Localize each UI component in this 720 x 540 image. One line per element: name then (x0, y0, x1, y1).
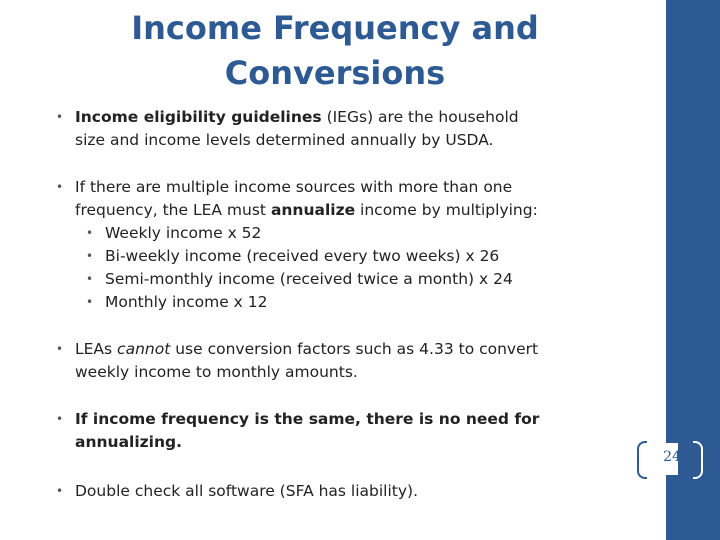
slide-body (56, 106, 656, 503)
bullet-ieg-line2: size and income levels determined annually by USDA. (75, 131, 494, 149)
sub-bullet-text: Weekly income x 52 (105, 224, 262, 242)
bullet-dot: • (56, 412, 64, 426)
bullet-conv-post: use conversion factors such as 4.33 to convert (170, 340, 539, 358)
bullet-multiple-line1: If there are multiple income sources with more than one (75, 178, 513, 196)
page-number-badge (637, 441, 707, 477)
bullet-double-check (56, 480, 656, 503)
bullet-multiple-annualize: annualize (270, 201, 356, 219)
title-line-1: Income Frequency and (131, 9, 539, 47)
bullet-ieg-text: (IEGs) are the household (321, 108, 519, 126)
bracket-left (637, 441, 647, 479)
bullet-dot: • (56, 484, 64, 498)
bullet-dot: • (56, 180, 64, 194)
bracket-right (693, 441, 703, 479)
slide-title (60, 6, 610, 96)
bullet-conv-italic: cannot (117, 340, 171, 358)
sub-bullet-text: Bi-weekly income (received every two weeks) x 26 (105, 247, 500, 265)
bullet-ieg-bold: Income eligibility guidelines (75, 108, 322, 126)
sub-bullet-text: Semi-monthly income (received twice a month) x 24 (105, 270, 513, 288)
bullet-multiple-line2-post: income by multiplying: (355, 201, 538, 219)
bullet-conv-line2: weekly income to monthly amounts. (75, 363, 358, 381)
bullet-double-check-text: Double check all software (SFA has liability). (75, 482, 419, 500)
bullet-same-line1: If income frequency is the same, there is no need for (75, 410, 540, 428)
sub-bullet-dot: • (86, 226, 94, 240)
sub-bullet-monthly (56, 291, 656, 314)
sub-bullet-weekly (56, 222, 656, 245)
title-line-2: Conversions (224, 54, 446, 92)
bullet-multiple-sources (56, 176, 656, 222)
bullet-same-frequency (56, 408, 656, 454)
bullet-same-line2: annualizing. (75, 433, 183, 451)
sub-bullet-semimonthly (56, 268, 656, 291)
sub-bullet-dot: • (86, 249, 94, 263)
sub-bullet-dot: • (86, 295, 94, 309)
bullet-ieg (56, 106, 656, 152)
page-number: 24 (663, 449, 681, 465)
bullet-dot: • (56, 110, 64, 124)
sub-bullet-dot: • (86, 272, 94, 286)
sub-bullet-text: Monthly income x 12 (105, 293, 268, 311)
bullet-conversion-factors (56, 338, 656, 384)
bullet-multiple-line2-pre: frequency, the LEA must (75, 201, 271, 219)
bullet-conv-pre: LEAs (75, 340, 118, 358)
sub-bullet-biweekly (56, 245, 656, 268)
bullet-dot: • (56, 342, 64, 356)
